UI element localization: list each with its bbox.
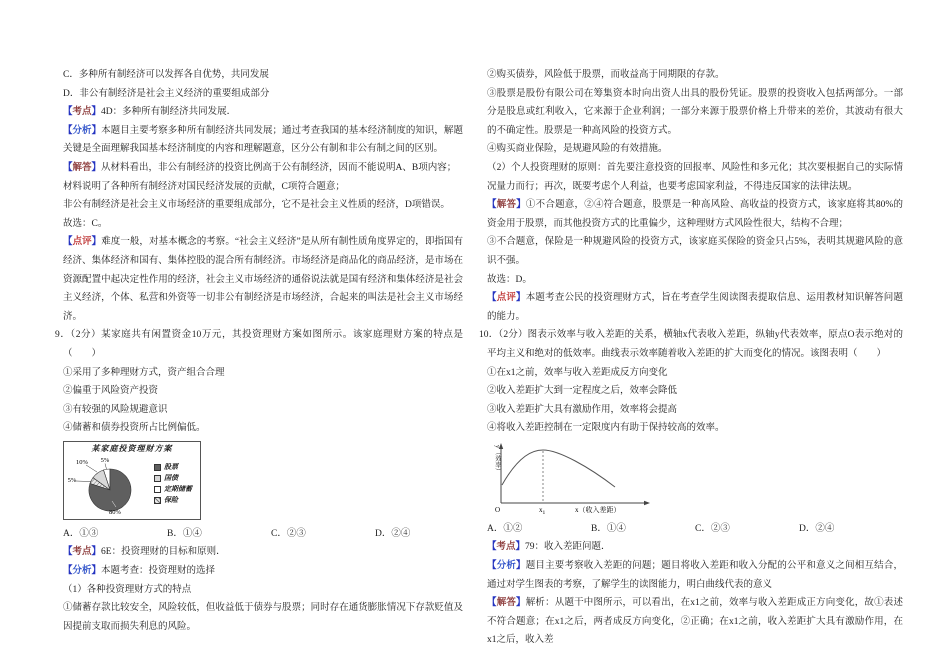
pie-chart-figure <box>63 441 201 520</box>
text-span: ②购买债券，风险低于股票，而收益高于同期限的存款。 <box>487 70 725 80</box>
tag-bracket-open: 【 <box>63 566 73 577</box>
tag-bracket-close: 】 <box>91 162 102 173</box>
pie-label-5pct-left: 5% <box>67 476 77 484</box>
text-line <box>487 271 903 290</box>
tag-bracket-close: 】 <box>515 542 526 553</box>
tag-label: 点评 <box>496 293 517 304</box>
efficiency-curve-chart <box>487 441 657 517</box>
text-line <box>63 233 463 326</box>
option-b: B．①④ <box>591 523 626 534</box>
text-span: ③股票是股份有限公司在筹集资本时向出资人出具的股份凭证。股票的投资收入包括两部分。一部分是股息或红利收入，它来源于企业利润；一部分来源于股票价格上升带来的差价，其波动有很大的不确定性。股票是一种高风险的投资方式。 <box>487 88 903 136</box>
text-span: D．非公有制经济是社会主义经济的重要组成部分 <box>63 88 270 99</box>
tag-fenxi <box>63 126 101 136</box>
option-c-text <box>63 66 463 85</box>
pie-label-10pct: 10% <box>76 458 88 466</box>
text-line <box>487 233 903 270</box>
legend-swatch-hatch <box>154 497 161 504</box>
origin-label: O <box>495 505 501 514</box>
tag-dianping <box>63 237 101 247</box>
legend-item <box>154 495 192 506</box>
text-span: 题目主要考察收入差距的问题；题目将收入差距和收入分配的公平和意义之间相互结合，通过对学生图表的考察，了解学生的读图能力，明白曲线代表的意义 <box>487 561 903 590</box>
right-column <box>479 66 903 650</box>
text-line <box>63 159 463 178</box>
tag-bracket-open: 【 <box>63 125 73 136</box>
tag-label: 分析 <box>72 566 92 577</box>
efficiency-curve <box>502 450 615 487</box>
tag-kaodian <box>63 107 101 117</box>
tag-bracket-close: 】 <box>91 125 102 136</box>
text-line <box>487 364 903 383</box>
text-line <box>63 419 463 438</box>
y-axis-label: y（效率） <box>494 444 501 475</box>
text-span: （2）个人投资理财的原则：首先要注意投资的回报率、风险性和多元化；其次要根据自己的实际情况量力而行；再次，既要考虑个人利益，也要考虑国家利益，不得违反国家的法律法规。 <box>487 162 903 192</box>
text-line <box>487 196 903 233</box>
text-span: ②偏重于风险资产投资 <box>63 386 159 397</box>
text-span: ①不合题意，②④符合题意，股票是一种高风险、高收益的投资方式，该家庭将其80%的资金用于股票，而其他投资方式的比重偏少，这种理财方式风险性很大，结构不合理； <box>487 200 903 229</box>
tag-jieda <box>487 598 526 608</box>
pie-label-5pct-top: 5% <box>100 456 110 464</box>
text-span: 非公有制经济是社会主义市场经济的重要组成部分，它不是社会主义性质的经济，D项错误。 <box>63 200 450 211</box>
legend-item <box>154 473 192 484</box>
legend-label: 保险 <box>164 495 178 504</box>
text-span: 故选：D。 <box>487 274 532 285</box>
text-line <box>63 599 463 636</box>
pie-label-80pct: 80% <box>109 508 121 516</box>
options-row <box>487 520 903 539</box>
tag-label: 考点 <box>72 547 92 558</box>
text-span: ③收入差距扩大具有激励作用，效率将会提高 <box>487 404 678 415</box>
option-c: C．②③ <box>271 528 306 539</box>
text-span: ④购买商业保险，是规避风险的有效措施。 <box>487 144 668 155</box>
tag-bracket-open: 【 <box>63 162 73 173</box>
tag-bracket-close: 】 <box>516 293 526 304</box>
leader-line-deposit <box>105 463 107 469</box>
tag-label: 分析 <box>72 125 92 136</box>
leader-line-insurance <box>76 481 91 482</box>
tag-label: 考点 <box>72 107 92 118</box>
tag-bracket-open: 【 <box>63 107 73 118</box>
legend-swatch-dark <box>154 464 161 471</box>
text-line <box>63 178 463 197</box>
text-line <box>63 364 463 383</box>
tag-bracket-open: 【 <box>487 598 497 609</box>
legend-item <box>154 484 192 495</box>
leader-line-bond <box>86 465 97 472</box>
tag-bracket-close: 】 <box>516 598 526 609</box>
legend-label: 定期储蓄 <box>164 484 192 493</box>
tag-jieda <box>63 163 101 173</box>
tag-kaodian <box>487 542 525 552</box>
text-line <box>63 215 463 234</box>
question-9-stem <box>55 326 463 363</box>
legend-item <box>154 462 192 473</box>
option-a: A．①② <box>487 523 523 534</box>
text-span: ③不合题意，保险是一种规避风险的投资方式，该家庭买保险的资金只占5%，表明其规避风险的意识不强。 <box>487 237 903 266</box>
option-d: D．②④ <box>375 528 411 539</box>
text-line <box>487 66 903 85</box>
options-row <box>63 525 463 544</box>
text-span: 本题考查：投资理财的选择 <box>101 566 216 577</box>
tag-bracket-close: 】 <box>91 566 102 577</box>
text-span: ②收入差距扩大到一定程度之后，效率会降低 <box>487 386 678 397</box>
text-line <box>63 196 463 215</box>
text-line <box>487 382 903 401</box>
text-span: 解析：从题干中图所示，可以看出，在x1之前，效率与收入差距成正方向变化，故①表述不符合题意；在x1之后，两者成反方向变化，②正确；在x1之前，收入差距扩大具有激励作用，在x1之后，收入差 <box>487 598 903 646</box>
legend-swatch-white <box>154 486 161 493</box>
tag-bracket-open: 【 <box>487 561 497 572</box>
tag-bracket-close: 】 <box>91 547 102 558</box>
text-span: 故选：C。 <box>63 218 108 229</box>
text-line <box>63 562 463 581</box>
question-10-stem <box>479 326 903 363</box>
tag-label: 考点 <box>496 542 516 553</box>
tag-bracket-close: 】 <box>516 200 526 211</box>
option-a: A．①③ <box>63 528 99 539</box>
text-span: 9．（2分）某家庭共有闲置资金10万元，其投资理财方案如图所示。该家庭理财方案的特点是（ ） <box>55 330 463 359</box>
text-span: 4D：多种所有制经济共同发展． <box>101 107 237 118</box>
text-line <box>487 85 903 141</box>
text-line <box>63 543 463 562</box>
option-b: B．①④ <box>167 528 202 539</box>
text-line <box>487 538 903 557</box>
efficiency-curve-figure <box>487 441 657 517</box>
text-line <box>487 401 903 420</box>
text-line <box>63 103 463 122</box>
x1-label: $x_1$ <box>539 505 546 516</box>
legend-swatch-light <box>154 475 161 482</box>
tag-label: 解答 <box>496 200 517 211</box>
option-d: D．②④ <box>799 523 835 534</box>
tag-kaodian <box>63 547 101 557</box>
tag-bracket-close: 】 <box>91 107 102 118</box>
tag-dianping <box>487 293 526 303</box>
tag-bracket-open: 【 <box>487 200 497 211</box>
text-span: C．多种所有制经济可以发挥各自优势，共同发展 <box>63 70 269 80</box>
tag-bracket-open: 【 <box>63 237 73 248</box>
tag-bracket-open: 【 <box>487 293 497 304</box>
pie-chart <box>64 454 154 516</box>
tag-label: 解答 <box>72 162 92 173</box>
left-column <box>55 66 463 636</box>
text-line <box>487 289 903 326</box>
tag-bracket-open: 【 <box>487 542 497 553</box>
tag-jieda <box>487 200 526 210</box>
text-span: ④将收入差距控制在一定限度内有助于保持较高的效率。 <box>487 423 725 434</box>
legend-label: 国债 <box>164 473 178 482</box>
tag-label: 解答 <box>496 598 517 609</box>
tag-fenxi <box>63 566 101 576</box>
text-span: 材料说明了各种所有制经济对国民经济发展的贡献，C项符合题意； <box>63 181 345 192</box>
text-line <box>63 122 463 159</box>
text-span: 6E：投资理财的目标和原则． <box>101 547 226 558</box>
tag-fenxi <box>487 561 526 571</box>
text-span: 本题考查公民的投资理财方式，旨在考查学生阅读图表提取信息、运用教材知识解答问题的能力。 <box>487 293 903 322</box>
text-span: 从材料看出，非公有制经济的投资比例高于公有制经济，因而不能说明A、B项内容； <box>101 162 457 173</box>
pie-chart-title: 某家庭投资理财方案 <box>91 443 173 453</box>
tag-label: 点评 <box>72 237 92 248</box>
text-span: ④储蓄和债券投资所占比例偏低。 <box>63 423 206 434</box>
legend-label: 股票 <box>164 462 178 471</box>
text-line <box>487 594 903 650</box>
text-line <box>487 159 903 196</box>
x-axis-arrow <box>644 501 650 505</box>
text-span: 10．（2分）图表示效率与收入差距的关系，横轴x代表收入差距，纵轴y代表效率，原点O表示绝对的平均主义和绝对的低效率。曲线表示效率随着收入差距的扩大而变化的情况。该图表明（ ） <box>479 330 903 359</box>
text-line <box>487 140 903 159</box>
text-span: （1）各种投资理财方式的特点 <box>63 584 192 595</box>
x-axis-label: x（收入差距） <box>575 505 621 514</box>
option-c: C．②③ <box>695 523 730 534</box>
pie-chart-body <box>64 454 200 516</box>
text-span: 本题目主要考察多种所有制经济共同发展；通过考查我国的基本经济制度的知识，解题关键是全面理解我国基本经济制度的内容和理解题意，区分公有制和非公有制之间的区别。 <box>63 125 463 155</box>
tag-bracket-close: 】 <box>91 237 102 248</box>
text-span: ①采用了多种理财方式，资产组合合理 <box>63 367 225 378</box>
text-line <box>63 401 463 420</box>
pie-legend <box>154 462 192 506</box>
text-span: 79：收入差距问题． <box>525 542 611 553</box>
tag-bracket-close: 】 <box>516 561 526 572</box>
text-span: ③有较强的风险规避意识 <box>63 404 168 415</box>
text-span: ①在x1之前，效率与收入差距成反方向变化 <box>487 367 668 378</box>
tag-label: 分析 <box>496 561 517 572</box>
text-line <box>63 382 463 401</box>
text-line <box>63 581 463 600</box>
text-line <box>487 419 903 438</box>
tag-bracket-open: 【 <box>63 547 73 558</box>
text-line <box>487 557 903 594</box>
text-span: ①储蓄存款比较安全，风险较低，但收益低于债券与股票；同时存在通货膨胀情况下存款贬值及因提前支取而损失利息的风险。 <box>63 603 463 632</box>
text-span: 难度一般，对基本概念的考察。“社会主义经济”是从所有制性质角度界定的，即指国有经济、集体经济和国有、集体控股的混合所有制经济。市场经济是商品化的商品经济，是市场在资源配置中起决定性作用的经济，社会主义市场经济的通俗说法就是国有经济和集体经济是社会主义经济，个体、私营和外资等一切非公有制经济是市场经济，合起来的叫法是社会主义市场经济。 <box>63 237 463 322</box>
option-d-text <box>63 85 463 104</box>
